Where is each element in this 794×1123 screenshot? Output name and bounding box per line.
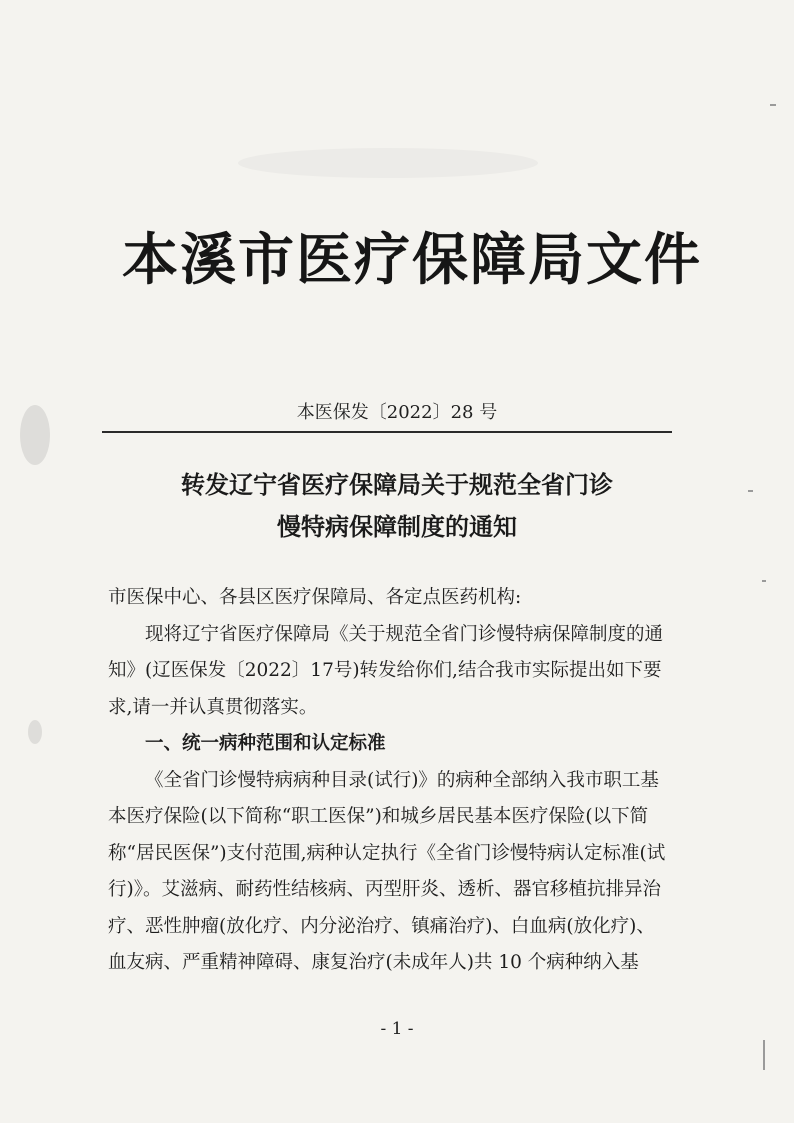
recipients-line: 市医保中心、各县区医疗保障局、各定点医药机构:: [108, 587, 522, 608]
scan-mark: [763, 1040, 765, 1070]
issuer-title: 本溪市医疗保障局文件: [122, 227, 702, 293]
document-number: 本医保发〔2022〕28 号: [296, 402, 498, 423]
scan-blot: [238, 148, 538, 178]
scan-mark: [770, 104, 776, 106]
intro-paragraph: 现将辽宁省医疗保障局《关于规范全省门诊慢特病保障制度的通知》(辽医保发〔2022〕17号)转发给你们,结合我市实际提出如下要求,请一并认真贯彻落实。: [108, 623, 664, 718]
scan-blot: [28, 720, 42, 744]
notice-title-line-2: 慢特病保障制度的通知: [277, 512, 517, 541]
document-body: [108, 580, 668, 982]
page-number: - 1 -: [380, 1019, 414, 1039]
section-paragraph: 《全省门诊慢特病病种目录(试行)》的病种全部纳入我市职工基本医疗保险(以下简称“职工医保”)和城乡居民基本医疗保险(以下简称“居民医保”)支付范围,病种认定执行《全省门诊慢特病认定标准(试行)》。艾滋病、耐药性结核病、丙型肝炎、透析、器官移植抗排异治疗、恶性肿瘤(放化疗、内分泌治疗、镇痛治疗)、白血病(放化疗)、血友病、严重精神障碍、康复治疗(未成年人)共 10 个病种纳入基: [108, 769, 666, 973]
scan-mark: [762, 580, 766, 582]
header-divider: [102, 431, 672, 433]
notice-title-line-1: 转发辽宁省医疗保障局关于规范全省门诊: [181, 470, 613, 499]
section-heading: 一、统一病种范围和认定标准: [145, 733, 386, 754]
notice-title: [0, 464, 794, 548]
